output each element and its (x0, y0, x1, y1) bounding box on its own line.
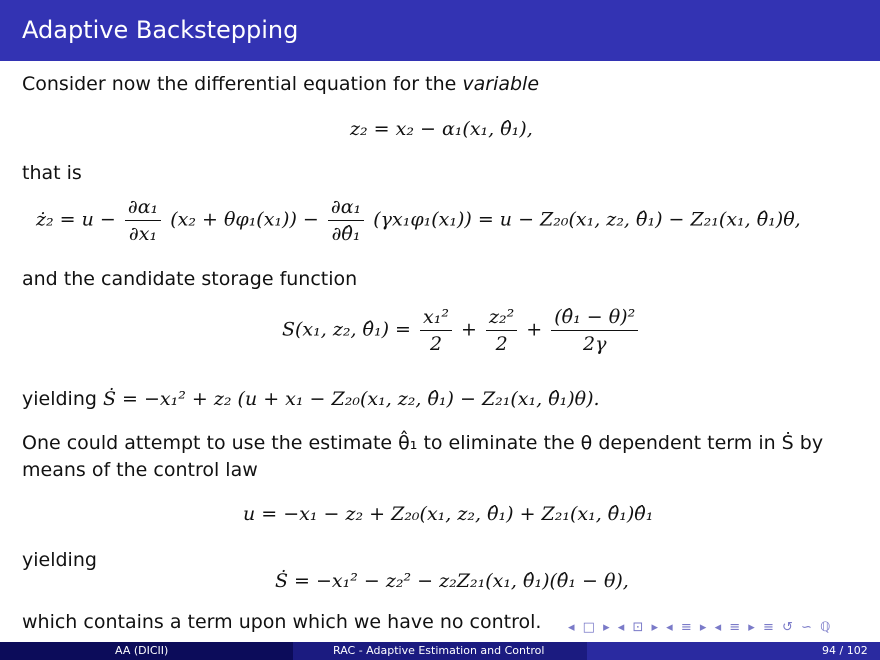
paragraph-yielding: yielding (22, 549, 97, 571)
footer-page (587, 642, 880, 660)
nav-toc-icon[interactable]: ≡ (762, 620, 774, 635)
footer (0, 642, 880, 660)
eq2-frac1-num: ∂α₁ (125, 196, 161, 221)
yielding-label: yielding (22, 388, 97, 410)
nav-frame-next-icon[interactable]: ▸ (603, 620, 610, 635)
nav-doc-prev-icon[interactable]: ◂ (714, 620, 722, 635)
eq3-f2-den: 2 (495, 333, 508, 355)
eq3-f3-den: 2γ (583, 333, 607, 355)
footer-title (293, 642, 587, 660)
equation-z2-dot (36, 196, 801, 245)
nav-section-icon[interactable]: ≡ (680, 620, 692, 635)
nav-doc-icon[interactable]: ≡ (729, 620, 741, 635)
nav-search-icon[interactable]: ∽ (801, 620, 812, 635)
title-bar (0, 0, 880, 61)
eq2-lhs: ż₂ = u − (36, 208, 116, 231)
footer-author (0, 642, 293, 660)
paragraph-estimate: One could attempt to use the estimate θ̂₁ to eliminate the θ dependent term in Ṡ by means of the control law (22, 432, 824, 481)
eq3-fraction-2 (486, 306, 517, 355)
beamer-navigation (568, 620, 834, 636)
eq2-fraction-1 (125, 196, 161, 245)
nav-zoom-icon[interactable]: ℚ (820, 620, 831, 635)
footer-title-text: RAC - Adaptive Estimation and Control (333, 644, 545, 657)
eq3-fraction-3 (551, 306, 638, 355)
slide-title: Adaptive Backstepping (22, 16, 299, 44)
eq2-rest: (γx₁φ₁(x₁)) = u − Z₂₀(x₁, z₂, θ̂₁) − Z₂₁(x₁, θ̂₁)θ, (373, 208, 801, 231)
equation-z2: z₂ = x₂ − α₁(x₁, θ̂₁), (350, 118, 533, 140)
nav-section-prev-icon[interactable]: ◂ (666, 620, 673, 635)
paragraph-intro (22, 71, 539, 98)
paragraph-yielding-sdot (22, 386, 600, 413)
eq2-frac1-den: ∂x₁ (128, 223, 158, 245)
eq3-f1-num: x₁² (420, 306, 452, 331)
sdot-expression: Ṡ = −x₁² + z₂ (u + x₁ − Z₂₀(x₁, z₂, θ̂₁) − Z₂₁(x₁, θ̂₁)θ). (102, 388, 600, 410)
intro-italic: variable (462, 73, 540, 95)
footer-author-text: AA (DICII) (115, 644, 169, 657)
equation-sdot-final: Ṡ = −x₁² − z₂² − z₂Z₂₁(x₁, θ̂₁)(θ̂₁ − θ), (275, 570, 629, 592)
paragraph-conclusion: which contains a term upon which we have no control. (22, 611, 542, 633)
eq3-lhs: S(x₁, z₂, θ̂₁) = (282, 318, 411, 341)
equation-control-law: u = −x₁ − z₂ + Z₂₀(x₁, z₂, θ̂₁) + Z₂₁(x₁, θ̂₁)θ̂₁ (243, 503, 654, 525)
nav-subsection-prev-icon[interactable]: ◂ (617, 620, 625, 635)
eq3-f2-num: z₂² (486, 306, 517, 331)
nav-section-next-icon[interactable]: ▸ (699, 620, 707, 635)
eq3-plus-1: + (461, 318, 477, 341)
equation-storage-function (282, 306, 641, 355)
eq2-fraction-2 (328, 196, 364, 245)
eq2-mid: (x₂ + θφ₁(x₁)) − (170, 208, 319, 231)
intro-text: Consider now the differential equation for the (22, 73, 457, 95)
eq2-frac2-num: ∂α₁ (328, 196, 364, 221)
nav-frame-prev-icon[interactable]: ◂ (568, 620, 575, 635)
paragraph-that-is: that is (22, 162, 82, 184)
nav-back-icon[interactable]: ↺ (782, 620, 793, 635)
eq3-fraction-1 (420, 306, 452, 355)
eq3-f3-num: (θ̂₁ − θ)² (551, 306, 638, 331)
paragraph-storage: and the candidate storage function (22, 268, 358, 290)
nav-subsection-icon[interactable]: ⊡ (632, 620, 644, 635)
eq3-f1-den: 2 (429, 333, 443, 355)
nav-doc-next-icon[interactable]: ▸ (748, 620, 755, 635)
eq2-frac2-den: ∂θ̂₁ (331, 223, 361, 245)
nav-frame-icon[interactable]: □ (582, 620, 595, 635)
footer-page-number: 94 / 102 (822, 644, 868, 657)
nav-subsection-next-icon[interactable]: ▸ (651, 620, 659, 635)
eq3-plus-2: + (526, 318, 543, 341)
